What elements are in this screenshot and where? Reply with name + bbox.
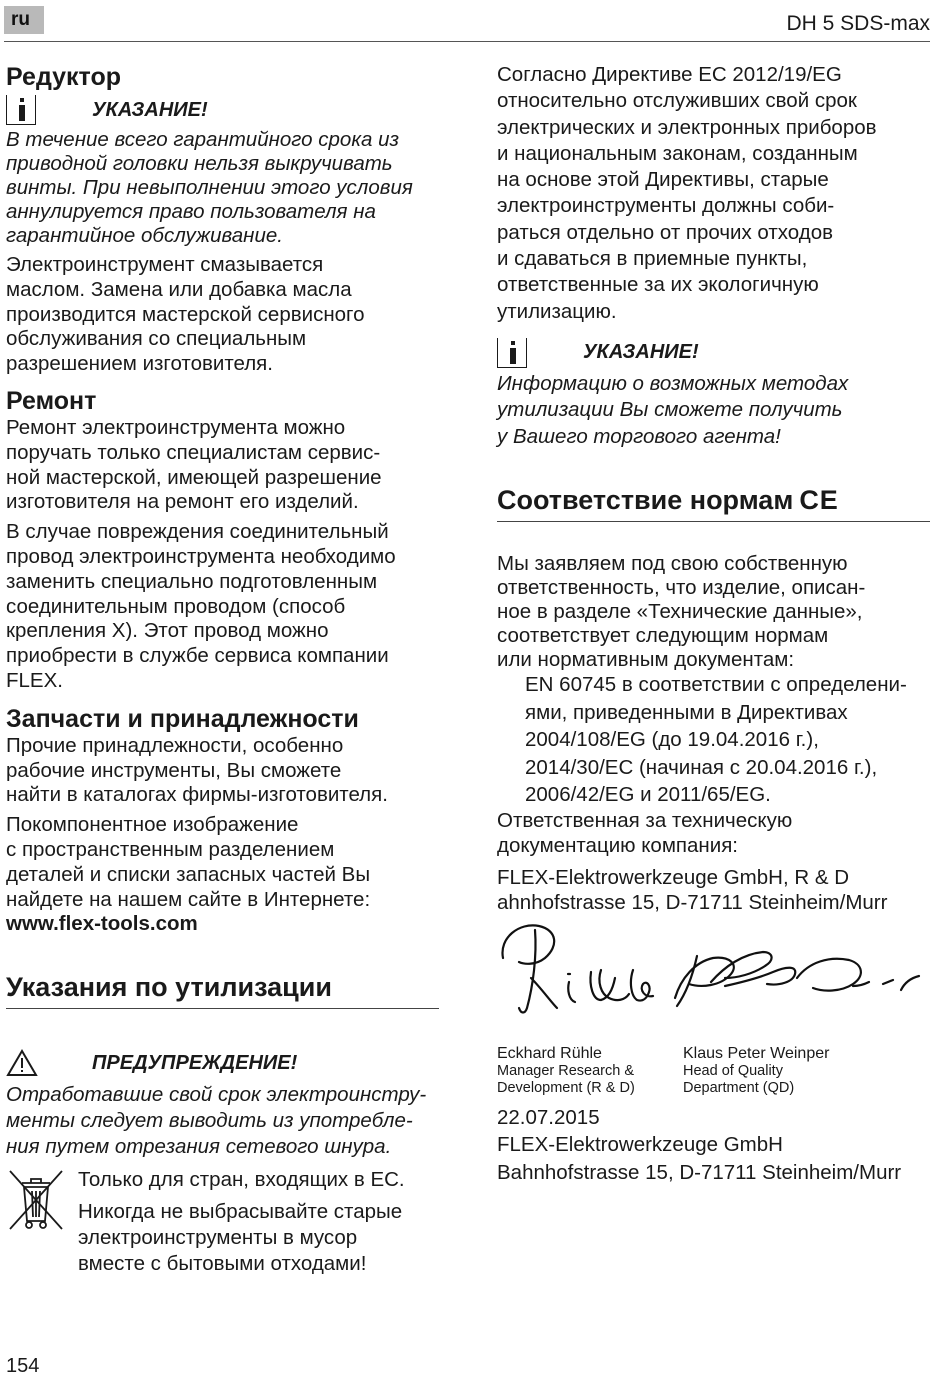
info-icon: [6, 95, 36, 125]
parts-text-2: Покомпонентное изображение с пространственным разделением деталей и списки запасных частей Вы найдете на нашем сайте в Интернете: www.flex-tools.com: [6, 813, 371, 936]
signer-1: [497, 1044, 683, 1098]
parts-text-1: Прочие принадлежности, особенно рабочие инструменты, Вы сможете найти в каталогах фирмы-изготовителя.: [6, 733, 388, 807]
signer-2: [683, 1044, 923, 1098]
weee-directive-text: Согласно Директиве ЕС 2012/19/EG относительно отслуживших свой срок электрических и электронных приборов и национальным законам, созданным на основе этой Директивы, старые электроинструменты должны соби- раться отдельно от прочих отходов и сдаваться в приемные пункты, ответственные за их экологичную утилизацию.: [497, 63, 877, 323]
reducer-note-header: [6, 94, 446, 126]
warning-label: ПРЕДУПРЕЖДЕНИЕ!: [92, 1051, 298, 1074]
signer-list: [497, 1044, 932, 1098]
note-label: УКАЗАНИЕ!: [583, 341, 699, 364]
weee-text: Только для стран, входящих в ЕС. Никогда не выбрасывайте старые электроинструменты в мусор вместе с бытовыми отходами!: [78, 1168, 405, 1276]
page-number: 154: [6, 1355, 40, 1377]
declaration-text: Мы заявляем под свою собственную ответственность, что изделие, описан- ное в разделе «Технические данные», соответствует следующим нормам или нормативным документам:: [497, 552, 866, 671]
note-label: УКАЗАНИЕ!: [92, 98, 208, 121]
section-title-conformity: Соответствие нормам CE: [497, 485, 839, 516]
disposal-divider: [6, 1008, 439, 1009]
ce-mark: CE: [799, 485, 839, 516]
handwritten-signatures: [497, 916, 932, 1046]
warning-header: [6, 1047, 446, 1079]
signer-name: Eckhard Rühle: [497, 1044, 602, 1062]
section-title-parts: Запчасти и принадлежности: [6, 704, 359, 733]
header-divider: [4, 41, 930, 42]
website-link[interactable]: www.flex-tools.com: [6, 912, 198, 936]
warning-text: Отработавшие свой срок электроинстру- менты следует выводить из употребле- ния путем отрезания сетевого шнура.: [6, 1083, 427, 1159]
signer-name: Klaus Peter Weinper: [683, 1044, 830, 1062]
left-column: [6, 62, 446, 1277]
language-badge: ru: [4, 6, 44, 34]
section-title-disposal: Указания по утилизации: [6, 972, 332, 1003]
declaration-footer: 22.07.2015 FLEX-Elektrowerkzeuge GmbH Bahnhofstrasse 15, D-71711 Steinheim/Murr: [497, 1105, 902, 1184]
info-icon: [497, 338, 527, 368]
signer-role: Manager Research & Development (R & D): [497, 1062, 635, 1097]
disposal-note-header: [497, 337, 932, 369]
reducer-note-text: В течение всего гарантийного срока из приводной головки нельзя выкручивать винты. При невыполнении этого условия аннулируется право пользователя на гарантийное обслуживание.: [6, 128, 413, 247]
signatures: [497, 916, 932, 1046]
section-title-reducer: Редуктор: [6, 63, 122, 91]
right-column: [497, 62, 932, 1186]
warning-triangle-icon: [6, 1049, 38, 1077]
declaration-date: 22.07.2015: [497, 1105, 600, 1129]
reducer-body-text: Электроинструмент смазывается маслом. Замена или добавка масла производится мастерской сервисного обслуживания со специальным разрешением изготовителя.: [6, 253, 365, 376]
document-model-title: DH 5 SDS-max: [786, 12, 930, 35]
crossed-bin-icon: [6, 1167, 66, 1233]
repair-text-1: Ремонт электроинструмента можно поручать только специалистам сервис- ной мастерской, имеющей разрешение изготовителя на ремонт его изделий.: [6, 415, 382, 514]
signer-role: Head of Quality Department (QD): [683, 1062, 795, 1097]
conformity-divider: [497, 521, 930, 522]
weee-notice: [6, 1167, 446, 1277]
section-title-repair: Ремонт: [6, 386, 97, 415]
standards-list: EN 60745 в соответствии с определени- ями, приведенными в Директивах 2004/108/EG (до 19.04.2016 г.), 2014/30/EC (начиная с 20.04.2016 г.), 2006/42/EG и 2011/65/EG.: [525, 673, 907, 807]
responsible-company: FLEX-Elektrowerkzeuge GmbH, R & D ahnhofstrasse 15, D-71711 Steinheim/Murr: [497, 865, 888, 915]
responsible-text: Ответственная за техническую документацию компания:: [497, 808, 793, 857]
repair-text-2: В случае повреждения соединительный провод электроинструмента необходимо заменить специально подготовленным соединительным проводом (способ крепления X). Этот провод можно приобрести в службе сервиса компании FLEX.: [6, 520, 396, 692]
disposal-note-text: Информацию о возможных методах утилизации Вы сможете получить у Вашего торгового агента!: [497, 371, 849, 448]
